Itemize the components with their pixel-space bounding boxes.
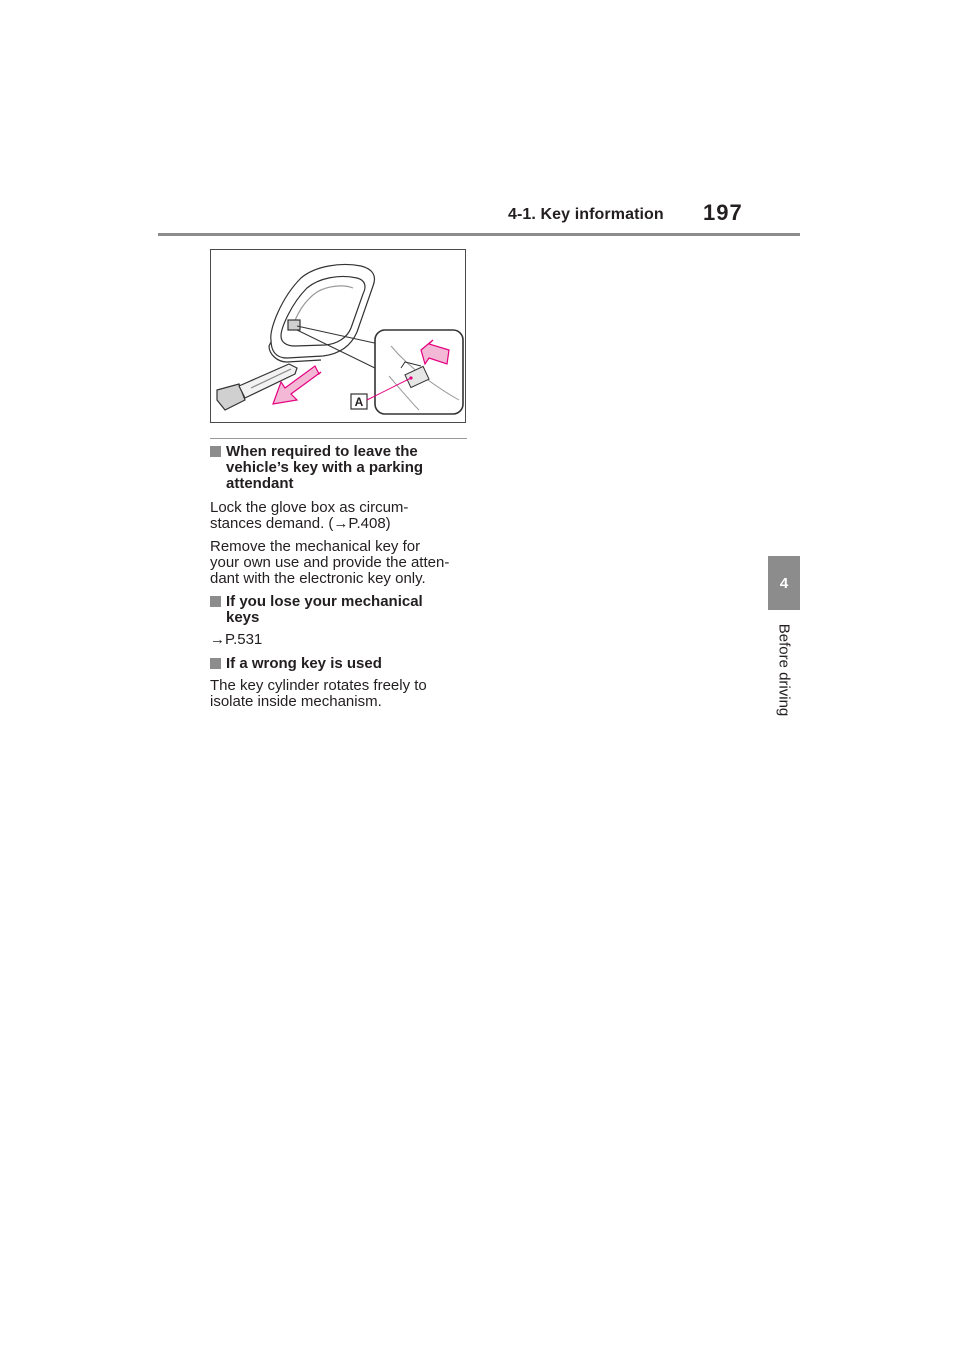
chapter-tab[interactable] [768,556,800,610]
key-illustration [210,249,466,423]
section-divider [210,438,467,439]
section-heading [210,656,382,672]
callout-label: A [354,395,364,409]
section-title: 4-1. Key information [508,206,664,223]
page-reference-link[interactable]: →P.531 [210,631,263,648]
paragraph: Lock the glove box as circum- stances demand. (→P.408) [210,499,409,532]
key-fob-drawing [211,250,467,424]
heading-text: If you lose your mechanical keys [226,593,423,626]
chapter-number: 4 [779,574,789,592]
paragraph: The key cylinder rotates freely to isolate inside mechanism. [210,677,427,710]
page-number: 197 [703,200,743,225]
heading-text: If a wrong key is used [226,655,382,672]
heading-text: When required to leave the vehicle’s key with a parking attendant [226,443,424,492]
header-rule [158,233,800,236]
square-bullet-icon [210,446,221,457]
square-bullet-icon [210,596,221,607]
paragraph: Remove the mechanical key for your own use and provide the atten- dant with the electronic key only. [210,538,450,587]
square-bullet-icon [210,658,221,669]
release-button-inset [375,330,463,414]
key-fob [269,265,375,363]
section-heading [210,444,423,492]
chapter-title: Before driving [775,623,793,717]
section-heading [210,594,423,626]
